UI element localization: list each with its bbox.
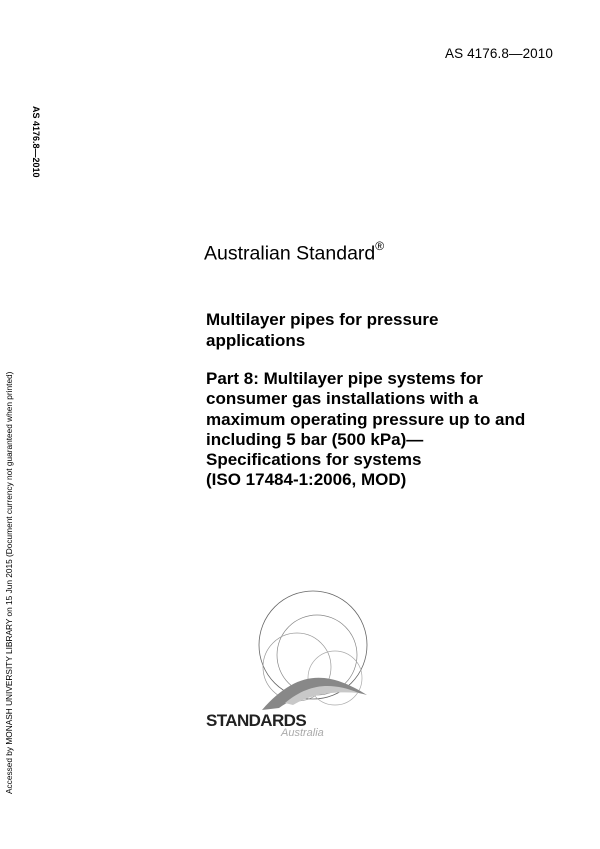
part-line: maximum operating pressure up to and [206,409,526,429]
spine-document-code: AS 4176.8—2010 [31,106,41,178]
standard-label [204,241,384,266]
logo-wordmark: STANDARDS [206,711,307,730]
part-line: consumer gas installations with a [206,389,479,409]
document-title [206,310,566,351]
part-line: including 5 bar (500 kPa)— [206,429,424,449]
title-line: applications [206,330,306,350]
part-line: (ISO 17484-1:2006, MOD) [206,470,407,490]
registered-mark: ® [375,239,385,253]
access-note: Accessed by MONASH UNIVERSITY LIBRARY on 15 Jun 2015 (Document currency not guaranteed when printed) [4,371,14,794]
part-line: Part 8: Multilayer pipe systems for [206,369,483,388]
standard-label-text: Australian Standard [204,242,376,265]
logo-subtitle: Australia [281,727,324,739]
part-line: Specifications for systems [206,450,422,470]
part-title [206,369,576,491]
title-line: Multilayer pipes for pressure [206,310,439,329]
document-id-header: AS 4176.8—2010 [445,46,553,61]
